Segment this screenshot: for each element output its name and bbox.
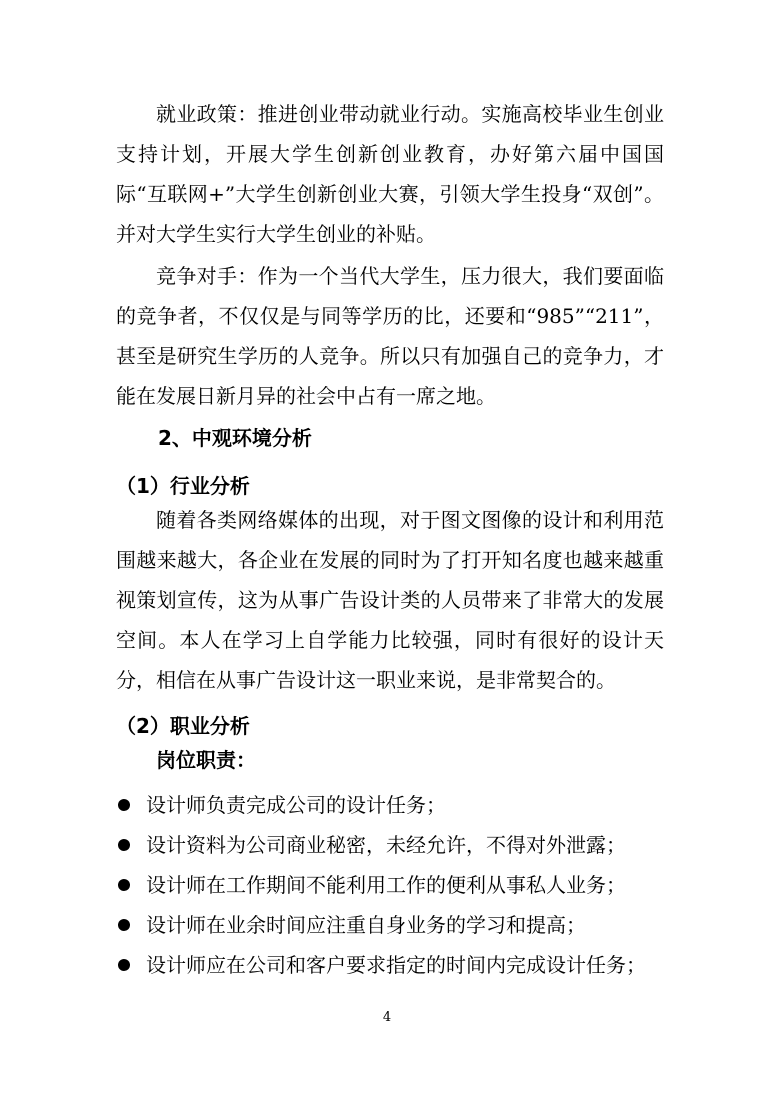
bullet-dot-icon (118, 959, 130, 971)
heading-career-analysis: （2）职业分析 (116, 714, 250, 738)
heading-duties: 岗位职责： (156, 748, 256, 772)
bullet-dot-icon (118, 919, 130, 931)
list-item-text: 设计师应在公司和客户要求指定的时间内完成设计任务； (146, 953, 646, 977)
bullet-dot-icon (118, 879, 130, 891)
duties-list (116, 785, 676, 985)
list-item (116, 945, 676, 985)
list-item (116, 865, 676, 905)
list-item-text: 设计师在业余时间应注重自身业务的学习和提高； (146, 913, 586, 937)
list-item (116, 905, 676, 945)
list-item-text: 设计资料为公司商业秘密，未经允许，不得对外泄露； (146, 833, 626, 857)
list-item (116, 825, 676, 865)
page-number: 4 (382, 1010, 392, 1025)
paragraph-competitors: 竞争对手：作为一个当代大学生，压力很大，我们要面临的竞争者，不仅仅是与同等学历的比，还要和“985”“211”，甚至是研究生学历的人竞争。所以只有加强自己的竞争力，才能在发展日新月异的社会中占有一席之地。 (116, 264, 664, 408)
bullet-dot-icon (118, 839, 130, 851)
bullet-dot-icon (118, 799, 130, 811)
paragraph-employment-policy: 就业政策：推进创业带动就业行动。实施高校毕业生创业支持计划，开展大学生创新创业教育，办好第六届中国国际“互联网+”大学生创新创业大赛，引领大学生投身“双创”。并对大学生实行大学生创业的补贴。 (116, 102, 664, 246)
list-item-text: 设计师在工作期间不能利用工作的便利从事私人业务； (146, 873, 626, 897)
list-item-text: 设计师负责完成公司的设计任务； (146, 793, 446, 817)
heading-section-2: 2、中观环境分析 (158, 426, 312, 450)
paragraph-industry: 随着各类网络媒体的出现，对于图文图像的设计和利用范围越来越大，各企业在发展的同时为了打开知名度也越来越重视策划宣传，这为从事广告设计类的人员带来了非常大的发展空间。本人在学习上自学能力比较强，同时有很好的设计天分，相信在从事广告设计这一职业来说，是非常契合的。 (116, 508, 664, 692)
list-item (116, 785, 676, 825)
heading-industry-analysis: （1）行业分析 (116, 474, 250, 498)
